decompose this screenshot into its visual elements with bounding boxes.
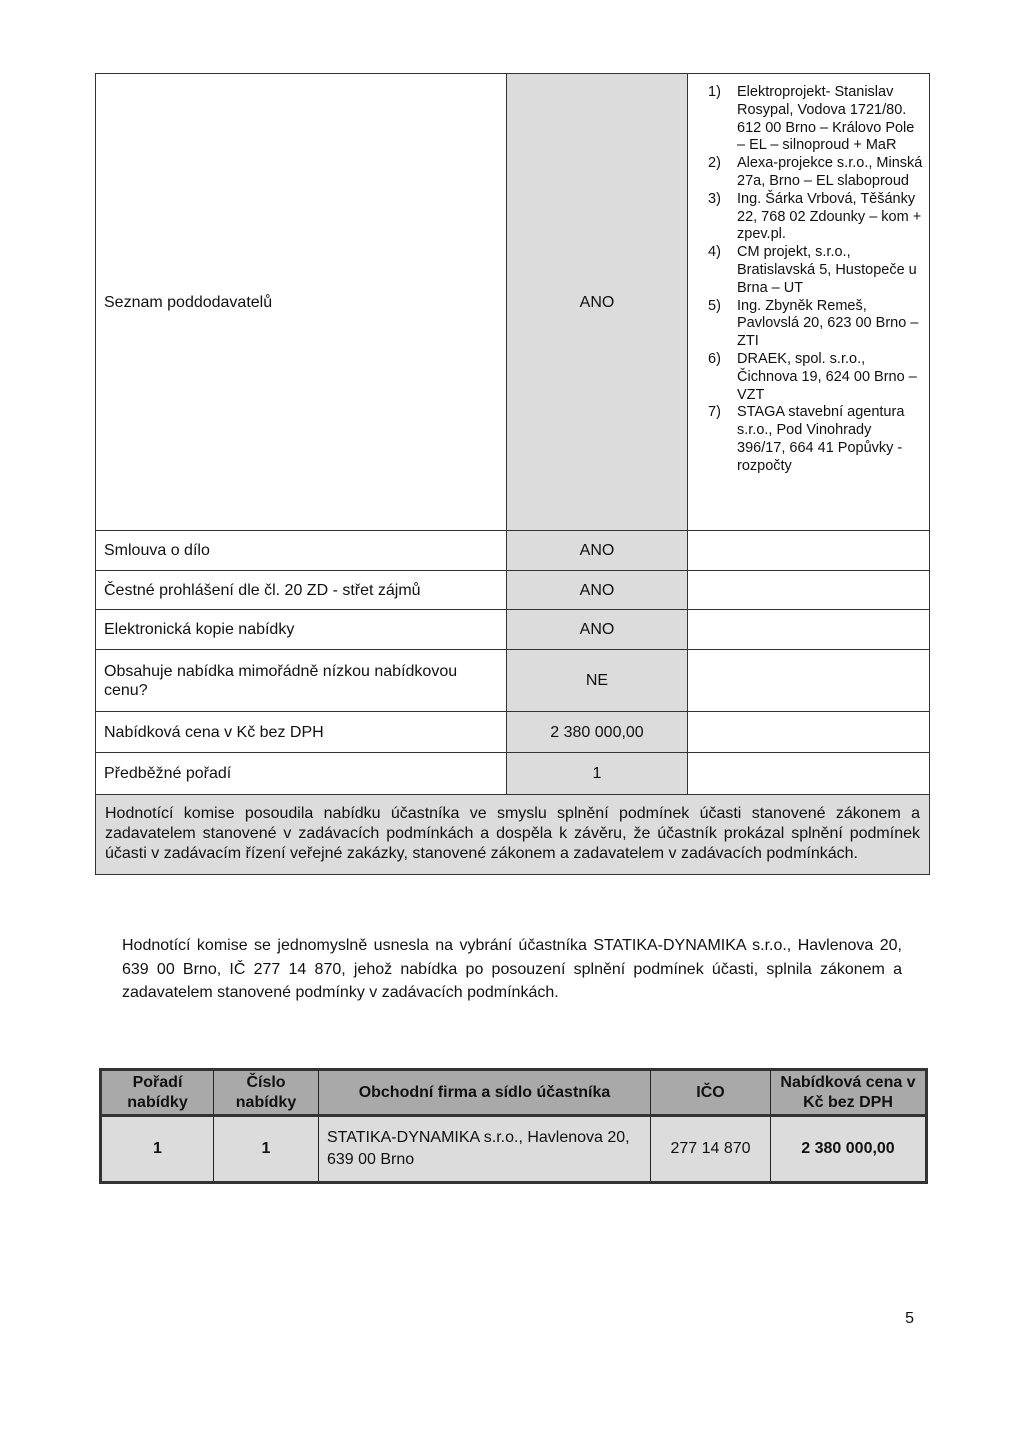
list-number: 2) [708, 155, 721, 172]
empty-cell [688, 753, 930, 795]
list-item [708, 191, 923, 244]
list-item [708, 155, 923, 191]
row-label: Předběžné pořadí [96, 753, 507, 795]
list-number: 5) [708, 297, 721, 314]
table-row [96, 795, 930, 875]
empty-cell [688, 712, 930, 753]
offer-number-cell: 1 [214, 1116, 319, 1183]
row-label: Nabídková cena v Kč bez DPH [96, 712, 507, 753]
table-row [101, 1116, 927, 1183]
list-number: 3) [708, 190, 721, 207]
table-row [96, 610, 930, 650]
table-row [96, 712, 930, 753]
table-header-row [101, 1070, 927, 1116]
evaluation-summary: Hodnotící komise posoudila nabídku účastníka ve smyslu splnění podmínek účasti stanovené zákonem a zadavatelem stanovené v zadávacích podmínkách a dospěla k závěru, že účastník prokázal splnění podmínek účasti v zadávacím řízení veřejné zakázky, stanovené zákonem a zadavatelem v zadávacích podmínkách. [96, 795, 930, 875]
table-row [96, 753, 930, 795]
subcontractor-text: DRAEK, spol. s.r.o., Čichnova 19, 624 00 Brno – VZT [737, 350, 917, 403]
list-item [708, 404, 923, 475]
list-number: 6) [708, 350, 721, 367]
ico-cell: 277 14 870 [651, 1116, 771, 1183]
list-number: 4) [708, 244, 721, 261]
subcontractor-text: CM projekt, s.r.o., Bratislavská 5, Hustopeče u Brna – UT [737, 244, 917, 296]
row-label: Elektronická kopie nabídky [96, 610, 507, 650]
rank-cell: 1 [101, 1116, 214, 1183]
row-value: ANO [507, 531, 688, 571]
subcontractor-text: Ing. Šárka Vrbová, Těšánky 22, 768 02 Zdounky – kom + zpev.pl. [737, 190, 922, 243]
empty-cell [688, 531, 930, 571]
column-header-offer-number: Číslo nabídky [214, 1070, 319, 1116]
subcontractor-list [708, 84, 923, 476]
row-value: 1 [507, 753, 688, 795]
column-header-company: Obchodní firma a sídlo účastníka [319, 1070, 651, 1116]
list-item [708, 244, 923, 297]
row-value: ANO [507, 571, 688, 610]
page-number: 5 [905, 1310, 914, 1327]
table-row [96, 531, 930, 571]
row-label: Smlouva o dílo [96, 531, 507, 571]
empty-cell [688, 571, 930, 610]
result-table [99, 1068, 928, 1184]
row-value: 2 380 000,00 [507, 712, 688, 753]
row-value: ANO [507, 610, 688, 650]
row-label: Obsahuje nabídka mimořádně nízkou nabídkovou cenu? [96, 650, 507, 712]
column-header-ico: IČO [651, 1070, 771, 1116]
table-row [96, 74, 930, 531]
column-header-price: Nabídková cena v Kč bez DPH [771, 1070, 927, 1116]
table-row [96, 650, 930, 712]
list-number: 7) [708, 404, 721, 421]
empty-cell [688, 650, 930, 712]
row-label: Seznam poddodavatelů [96, 74, 507, 531]
subcontractor-text: STAGA stavební agentura s.r.o., Pod Vinohrady 396/17, 664 41 Popůvky - rozpočty [737, 404, 905, 474]
row-value: NE [507, 650, 688, 712]
list-number: 1) [708, 84, 721, 100]
column-header-rank: Pořadí nabídky [101, 1070, 214, 1116]
subcontractor-list-cell [688, 74, 930, 531]
list-item [708, 351, 923, 404]
row-value: ANO [507, 74, 688, 531]
evaluation-table [95, 73, 930, 875]
decision-paragraph: Hodnotící komise se jednomyslně usnesla na vybrání účastníka STATIKA-DYNAMIKA s.r.o., Havlenova 20, 639 00 Brno, IČ 277 14 870, jehož nabídka po posouzení splnění podmínek účasti, splnila zákonem a zadavatelem stanovené podmínky v zadávacích podmínkách. [122, 937, 902, 1001]
list-item [708, 298, 923, 351]
empty-cell [688, 610, 930, 650]
subcontractor-text: Alexa-projekce s.r.o., Minská 27a, Brno – EL slaboproud [737, 155, 923, 189]
company-cell: STATIKA-DYNAMIKA s.r.o., Havlenova 20, 639 00 Brno [319, 1116, 651, 1183]
subcontractor-text: Ing. Zbyněk Remeš, Pavlovslá 20, 623 00 Brno – ZTI [737, 297, 919, 350]
price-cell: 2 380 000,00 [771, 1116, 927, 1183]
subcontractor-text: Elektroprojekt- Stanislav Rosypal, Vodova 1721/80. 612 00 Brno – Královo Pole – EL – silnoproud + MaR [737, 84, 915, 154]
row-label: Čestné prohlášení dle čl. 20 ZD - střet zájmů [96, 571, 507, 610]
table-row [96, 571, 930, 610]
list-item [708, 84, 923, 155]
